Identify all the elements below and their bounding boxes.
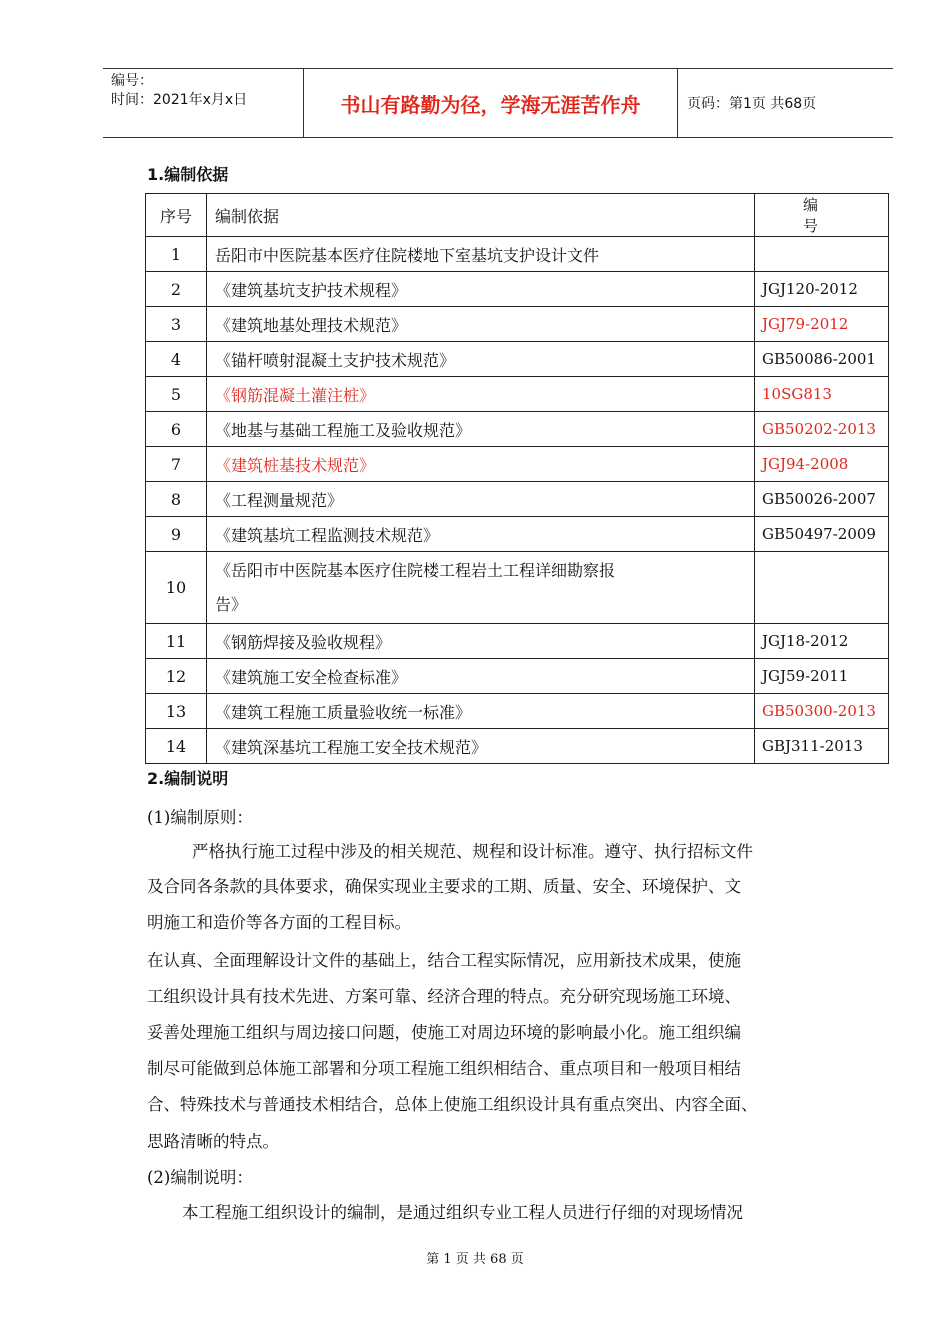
- col-header-code: 编 号: [755, 194, 889, 237]
- table-row: [146, 659, 889, 694]
- row-basis: 《建筑深基坑工程施工安全技术规范》: [207, 729, 755, 764]
- row-basis: [207, 552, 755, 624]
- number-label: 编号：: [111, 73, 153, 89]
- table-row: [146, 729, 889, 764]
- row-basis: 《钢筋混凝土灌注桩》: [207, 377, 755, 412]
- table-row: [146, 412, 889, 447]
- time-label: 时间：2021年x月x日: [111, 92, 248, 108]
- paragraph-line: 在认真、全面理解设计文件的基础上，结合工程实际情况，应用新技术成果，使施: [147, 951, 741, 970]
- table-body: [146, 237, 889, 764]
- row-number: 1: [146, 237, 207, 272]
- row-code: JGJ120-2012: [755, 272, 889, 307]
- section1-title: 1.编制依据: [147, 165, 229, 184]
- table-row: [146, 272, 889, 307]
- table-row: [146, 624, 889, 659]
- paragraph-line: 工组织设计具有技术先进、方案可靠、经济合理的特点。充分研究现场施工环境、: [147, 987, 741, 1006]
- row-number: 9: [146, 517, 207, 552]
- row-code: JGJ79-2012: [755, 307, 889, 342]
- section2-title: 2.编制说明: [147, 769, 229, 788]
- row-code: GBJ311-2013: [755, 729, 889, 764]
- row-number: 2: [146, 272, 207, 307]
- subheading-notes: (2)编制说明：: [147, 1168, 253, 1187]
- row-number: 13: [146, 694, 207, 729]
- table-row: [146, 552, 889, 624]
- row-basis-line: 《岳阳市中医院基本医疗住院楼工程岩土工程详细勘察报: [215, 560, 616, 580]
- col-header-basis: 编制依据: [207, 194, 755, 237]
- paragraph-line: 合、特殊技术与普通技术相结合，总体上使施工组织设计具有重点突出、内容全面、: [147, 1095, 758, 1114]
- row-basis: 《建筑地基处理技术规范》: [207, 307, 755, 342]
- table-row: [146, 377, 889, 412]
- row-number: 6: [146, 412, 207, 447]
- row-basis: 《建筑施工安全检查标准》: [207, 659, 755, 694]
- row-number: 12: [146, 659, 207, 694]
- paragraph-line: 严格执行施工过程中涉及的相关规范、规程和设计标准。遵守、执行招标文件: [192, 842, 753, 861]
- paragraph-line: 及合同各条款的具体要求，确保实现业主要求的工期、质量、安全、环境保护、文: [147, 877, 741, 896]
- row-number: 14: [146, 729, 207, 764]
- col-header-no: 序号: [146, 194, 207, 237]
- row-number: 4: [146, 342, 207, 377]
- table-row: [146, 447, 889, 482]
- table-row: [146, 517, 889, 552]
- header-meta: [103, 69, 303, 137]
- paragraph-line: 明施工和造价等各方面的工程目标。: [147, 913, 411, 932]
- row-code: JGJ94-2008: [755, 447, 889, 482]
- row-basis: 《工程测量规范》: [207, 482, 755, 517]
- header-page-label: 页码：第1页 共68页: [687, 96, 817, 112]
- paragraph-line: 制尽可能做到总体施工部署和分项工程施工组织相结合、重点项目和一般项目相结: [147, 1059, 741, 1078]
- table-row: [146, 694, 889, 729]
- page-header: [103, 68, 893, 138]
- row-code: GB50202-2013: [755, 412, 889, 447]
- row-code: JGJ59-2011: [755, 659, 889, 694]
- row-code: GB50086-2001: [755, 342, 889, 377]
- row-basis: 《建筑工程施工质量验收统一标准》: [207, 694, 755, 729]
- paragraph-line: 妥善处理施工组织与周边接口问题，使施工对周边环境的影响最小化。施工组织编: [147, 1023, 741, 1042]
- row-basis: 岳阳市中医院基本医疗住院楼地下室基坑支护设计文件: [207, 237, 755, 272]
- row-number: 11: [146, 624, 207, 659]
- header-motto: 书山有路勤为径，学海无涯苦作舟: [340, 92, 641, 117]
- row-code: 10SG813: [755, 377, 889, 412]
- row-number: 7: [146, 447, 207, 482]
- row-basis: 《地基与基础工程施工及验收规范》: [207, 412, 755, 447]
- page-footer: 第 1 页 共 68 页: [426, 1252, 524, 1267]
- row-number: 8: [146, 482, 207, 517]
- table-header-row: [146, 194, 889, 237]
- basis-table: [145, 193, 915, 764]
- row-code: [755, 237, 889, 272]
- row-basis: 《钢筋焊接及验收规程》: [207, 624, 755, 659]
- row-number: 10: [146, 552, 207, 624]
- row-code: GB50300-2013: [755, 694, 889, 729]
- row-basis: 《建筑桩基技术规范》: [207, 447, 755, 482]
- table-row: [146, 307, 889, 342]
- row-basis: 《建筑基坑支护技术规程》: [207, 272, 755, 307]
- row-basis-line: 告》: [215, 594, 248, 614]
- row-code: [755, 552, 889, 624]
- header-divider: [677, 69, 678, 137]
- row-basis: 《锚杆喷射混凝土支护技术规范》: [207, 342, 755, 377]
- table-row: [146, 482, 889, 517]
- paragraph-line: 思路清晰的特点。: [147, 1132, 279, 1151]
- subheading-principles: (1)编制原则：: [147, 808, 253, 827]
- paragraph-line: 本工程施工组织设计的编制，是通过组织专业工程人员进行仔细的对现场情况: [182, 1203, 743, 1222]
- row-code: GB50026-2007: [755, 482, 889, 517]
- row-number: 3: [146, 307, 207, 342]
- table-row: [146, 237, 889, 272]
- row-number: 5: [146, 377, 207, 412]
- row-basis: 《建筑基坑工程监测技术规范》: [207, 517, 755, 552]
- row-code: GB50497-2009: [755, 517, 889, 552]
- row-code: JGJ18-2012: [755, 624, 889, 659]
- table-row: [146, 342, 889, 377]
